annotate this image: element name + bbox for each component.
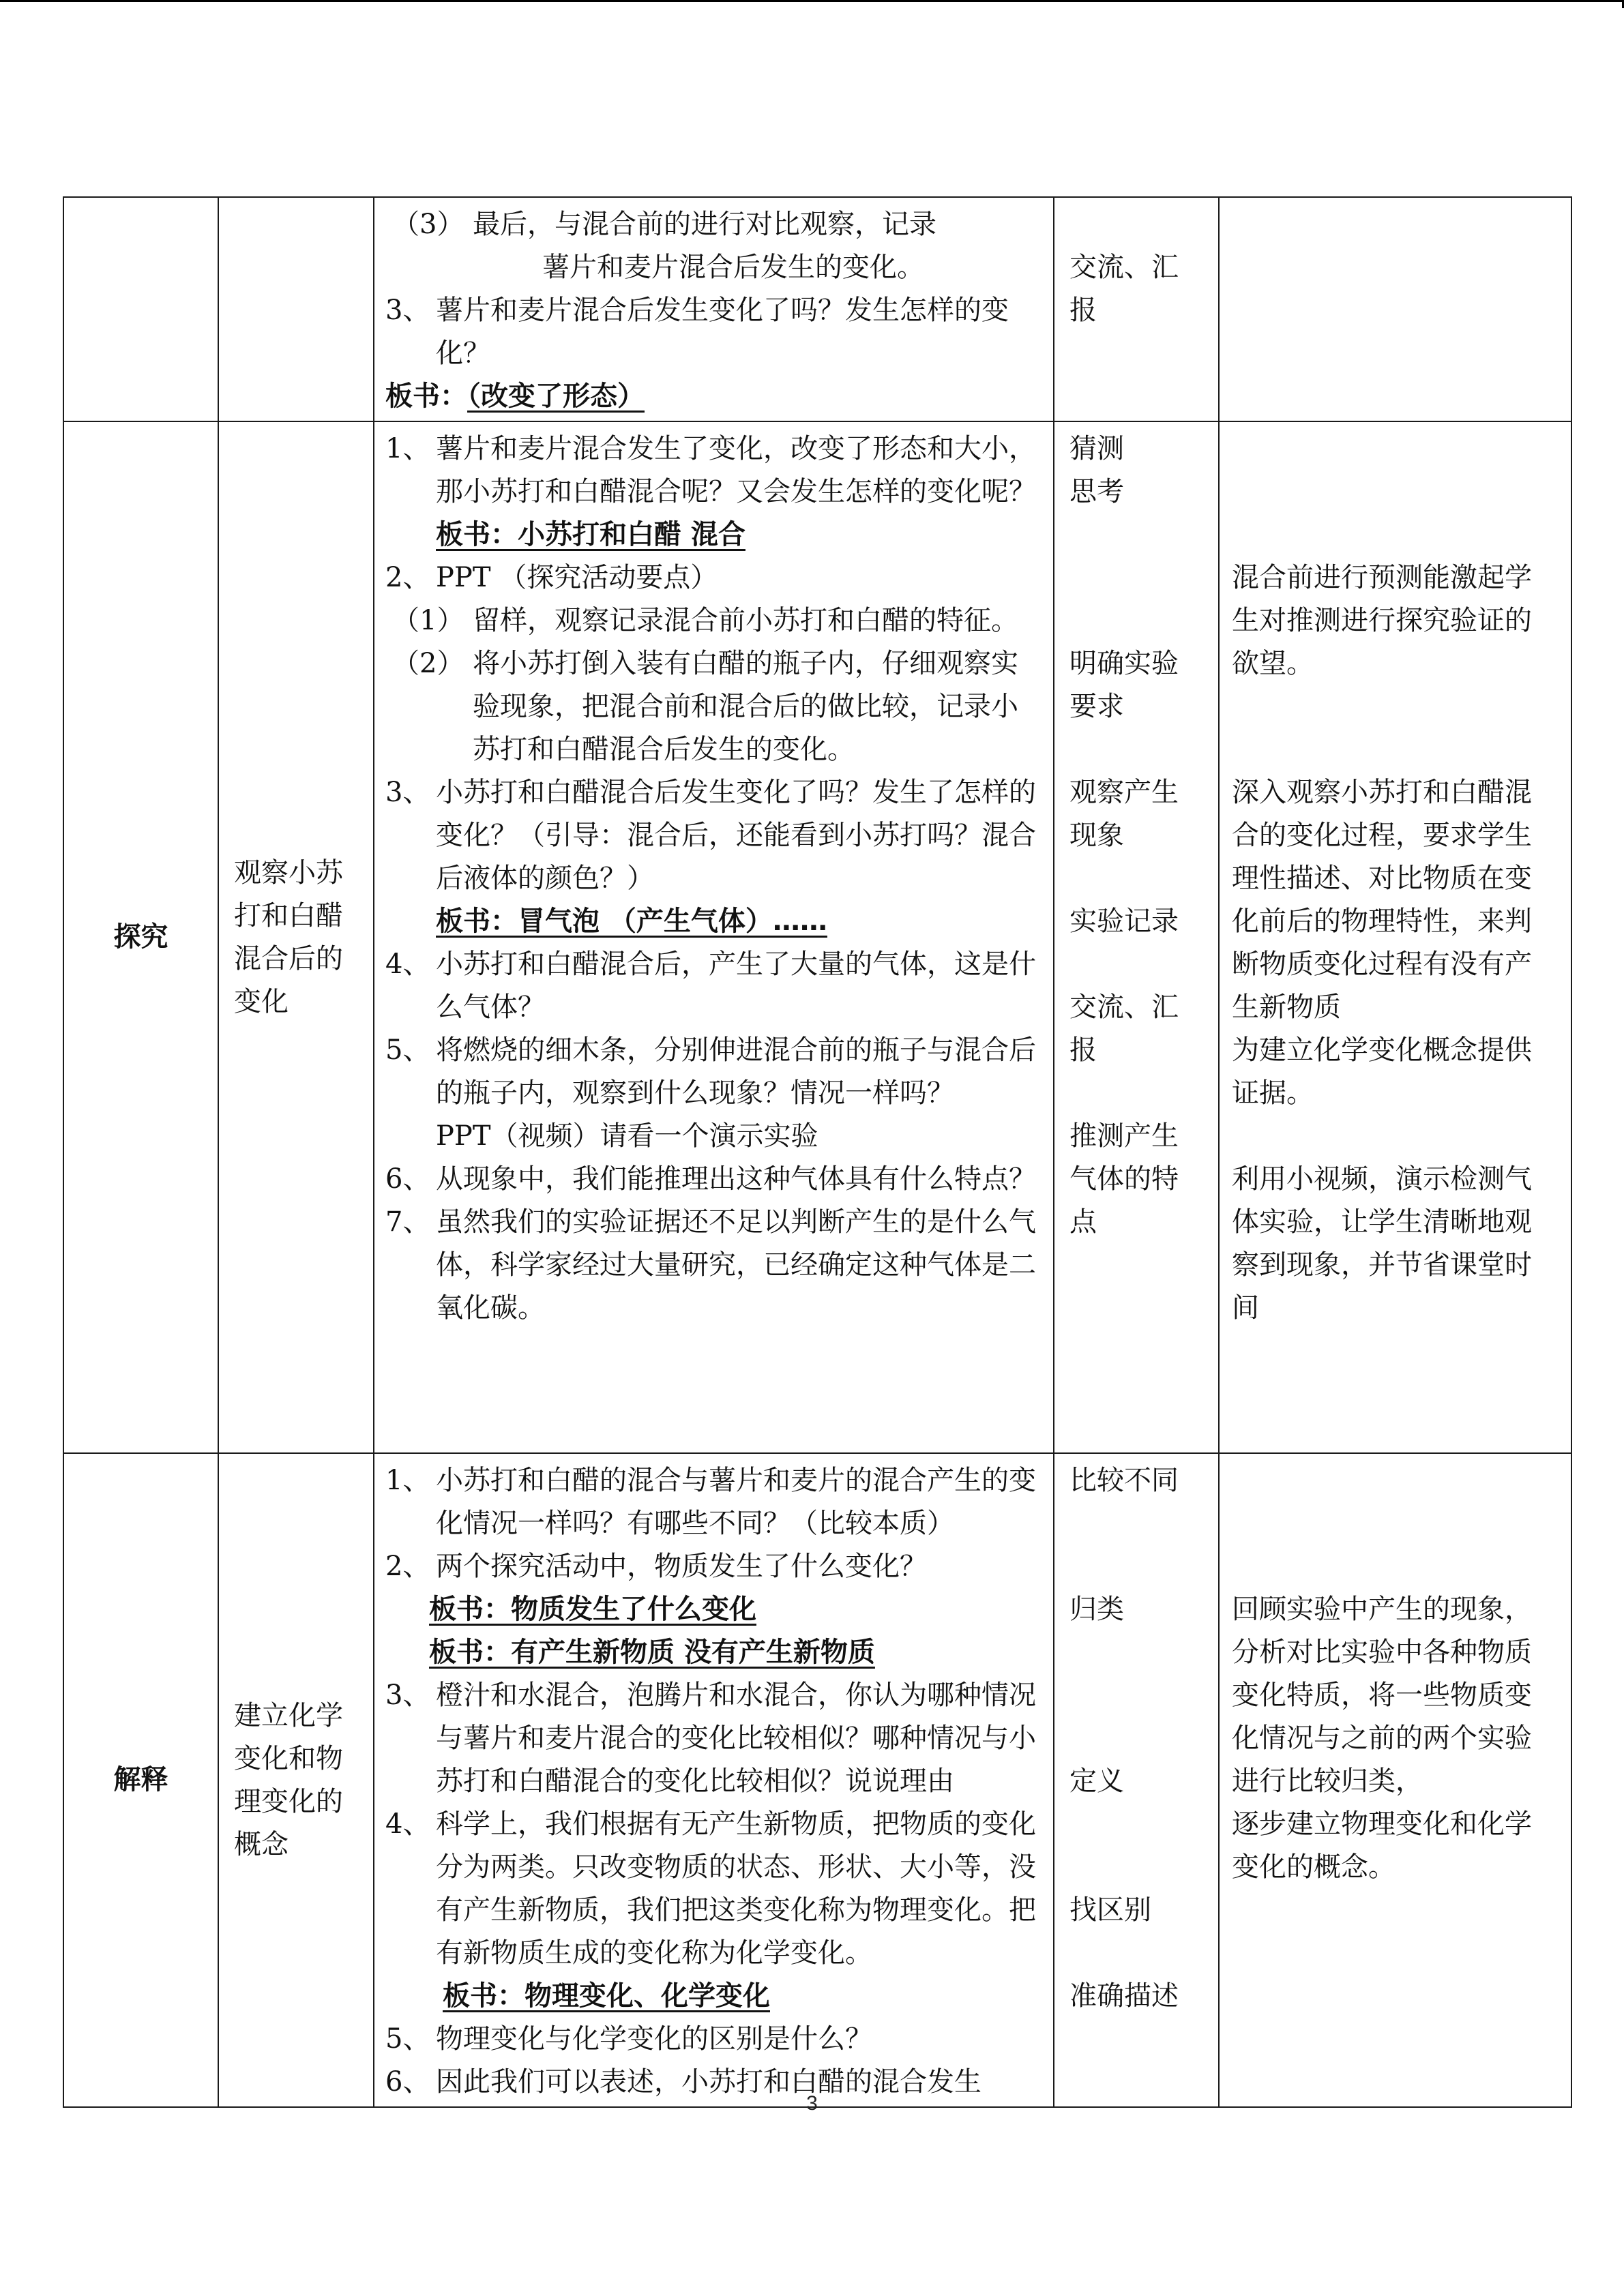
student-line (1069, 857, 1211, 900)
list-item-number: 2、 (385, 562, 430, 593)
student-line: 气体的特 (1069, 1163, 1179, 1195)
list-item-text: 薯片和麦片混合后发生变化了吗？发生怎样的变化？ (436, 295, 1009, 369)
list-item (385, 2018, 1044, 2061)
blackboard-note (385, 1588, 1044, 1631)
sub-item (385, 599, 1044, 642)
list-item (385, 943, 1044, 1029)
intent-line (1232, 1545, 1563, 1588)
table-row (63, 1453, 1571, 2107)
blackboard-text: 板书：物理变化、化学变化 (443, 1980, 770, 2012)
blackboard-text: 板书：小苏打和白醋 混合 (436, 519, 745, 550)
intent-line: 生新物质 (1232, 992, 1341, 1023)
stage-cell: 解释 (63, 1453, 218, 2107)
stage-cell: 探究 (63, 421, 218, 1453)
table-row (63, 197, 1571, 421)
table-row (63, 421, 1571, 1453)
topic-cell (218, 421, 374, 1453)
student-line: 实验记录 (1069, 906, 1179, 937)
intent-line: 间 (1232, 1292, 1259, 1324)
student-line (1069, 556, 1211, 599)
intent-line: 利用小视频，演示检测气 (1232, 1163, 1532, 1195)
student-line (1069, 1545, 1211, 1588)
intent-line: 欲望。 (1232, 648, 1314, 679)
intent-line: 深入观察小苏打和白醋混 (1232, 777, 1532, 808)
topic-line: 建立化学 (234, 1699, 343, 1731)
list-item-text: 薯片和麦片混合发生了变化，改变了形态和大小，那小苏打和白醋混合呢？又会发生怎样的变化呢？ (436, 433, 1036, 507)
blackboard-note (385, 900, 1044, 943)
intent-line: 生对推测进行探究验证的 (1232, 605, 1532, 636)
sub-item (385, 642, 1044, 771)
list-item-number: 3、 (385, 295, 430, 326)
student-line: 报 (1069, 1034, 1097, 1066)
lesson-plan-table (63, 196, 1572, 2108)
student-line: 报 (1069, 295, 1097, 326)
student-line: 找区别 (1069, 1894, 1151, 1926)
intent-line (1232, 1115, 1563, 1158)
list-item (385, 1674, 1044, 1803)
teacher-activity-cell (374, 421, 1054, 1453)
list-item (385, 1803, 1044, 1975)
intent-line (1232, 428, 1563, 471)
student-line (1069, 599, 1211, 642)
intent-line: 证据。 (1232, 1077, 1314, 1109)
list-item-number: 7、 (385, 1206, 430, 1238)
blackboard-text: 板书：物质发生了什么变化 (429, 1594, 756, 1625)
student-activity-cell (1054, 1453, 1219, 2107)
list-item-text: 小苏打和白醋的混合与薯片和麦片的混合产生的变化情况一样吗？有哪些不同？（比较本质） (436, 1465, 1036, 1539)
list-item-text: 科学上，我们根据有无产生新物质，把物质的变化分为两类。只改变物质的状态、形状、大小等，没有产生新物质，我们把这类变化称为物理变化。把有新物质生成的变化称为化学变化。 (436, 1808, 1036, 1969)
list-item (385, 1158, 1044, 1201)
student-line: 思考 (1069, 476, 1124, 507)
sub-item-text: 留样，观察记录混合前小苏打和白醋的特征。 (473, 605, 1018, 636)
intent-line: 混合前进行预测能激起学 (1232, 562, 1532, 593)
student-line: 准确描述 (1069, 1980, 1179, 2012)
list-item-number: 6、 (385, 2066, 430, 2098)
sub-item-text: 将小苏打倒入装有白醋的瓶子内，仔细观察实验现象，把混合前和混合后的做比较，记录小苏打和白醋混合后发生的变化。 (473, 648, 1018, 765)
list-item-number: 4、 (385, 1808, 430, 1840)
topic-line: 观察小苏 (234, 856, 343, 889)
list-item-number: 1、 (385, 433, 430, 464)
student-activity-cell (1054, 197, 1219, 421)
student-line (1069, 1631, 1211, 1674)
student-line (1069, 1717, 1211, 1760)
intent-line (1232, 1502, 1563, 1545)
intent-line: 分析对比实验中各种物质 (1232, 1637, 1532, 1668)
student-line: 交流、汇 (1069, 992, 1179, 1023)
sub-item-text: 最后，与混合前的进行对比观察，记录 (473, 209, 936, 240)
stage-cell (63, 197, 218, 421)
sub-item-continuation: 薯片和麦片混合后发生的变化。 (542, 252, 924, 283)
topic-line: 概念 (234, 1828, 289, 1860)
blackboard-note (385, 375, 1044, 418)
intent-line: 变化的概念。 (1232, 1851, 1396, 1883)
blackboard-note (385, 513, 1044, 556)
intent-line: 变化特质，将一些物质变 (1232, 1680, 1532, 1711)
topic-line: 变化 (234, 985, 289, 1017)
intent-line: 理性描述、对比物质在变 (1232, 863, 1532, 894)
intent-line: 为建立化学变化概念提供 (1232, 1034, 1532, 1066)
student-line (1069, 1072, 1211, 1115)
student-line: 推测产生 (1069, 1120, 1179, 1152)
intent-line: 合的变化过程，要求学生 (1232, 820, 1532, 851)
design-intent-cell (1219, 1453, 1571, 2107)
topic-cell (218, 1453, 374, 2107)
blackboard-label: 板书： (385, 381, 467, 412)
topic-line: 混合后的 (234, 942, 343, 974)
intent-line: 断物质变化过程有没有产 (1232, 949, 1532, 980)
student-line: 归类 (1069, 1594, 1124, 1625)
list-item-number: 5、 (385, 1034, 430, 1066)
list-item (385, 1545, 1044, 1588)
student-line: 交流、汇 (1069, 252, 1179, 283)
sub-item-number: （1） (392, 605, 464, 636)
blackboard-note (385, 1975, 1044, 2018)
student-line (1069, 943, 1211, 986)
list-item-number: 1、 (385, 1465, 430, 1496)
intent-line: 体实验，让学生清晰地观 (1232, 1206, 1532, 1238)
list-item-text: 从现象中，我们能推理出这种气体具有什么特点？ (436, 1163, 1036, 1195)
intent-line (1232, 513, 1563, 556)
student-line: 观察产生 (1069, 777, 1179, 808)
student-line (1069, 1502, 1211, 1545)
list-item-number: 6、 (385, 1163, 430, 1195)
list-item-text: 橙汁和水混合，泡腾片和水混合，你认为哪种情况与薯片和麦片混合的变化比较相似？哪种情况与小苏打和白醋混合的变化比较相似？说说理由 (436, 1680, 1036, 1797)
student-line (1069, 1803, 1211, 1846)
sub-item (385, 203, 1044, 246)
intent-line: 回顾实验中产生的现象， (1232, 1594, 1532, 1625)
list-item-text: 小苏打和白醋混合后，产生了大量的气体，这是什么气体？ (436, 949, 1036, 1023)
student-activity-cell (1054, 421, 1219, 1453)
student-line: 点 (1069, 1206, 1097, 1238)
intent-line: 化前后的物理特性，来判 (1232, 906, 1532, 937)
blackboard-text: 板书：有产生新物质 没有产生新物质 (429, 1637, 875, 1668)
list-item (385, 428, 1044, 513)
list-item (385, 1459, 1044, 1545)
plain-line: PPT（视频）请看一个演示实验 (436, 1120, 818, 1152)
blackboard-note (385, 1631, 1044, 1674)
topic-line: 理变化的 (234, 1785, 343, 1817)
student-line (1069, 1846, 1211, 1889)
blackboard-text: 板书：冒气泡 （产生气体）…… (436, 906, 827, 937)
teacher-activity-cell (374, 197, 1054, 421)
list-item-text: 两个探究活动中，物质发生了什么变化？ (436, 1551, 927, 1582)
intent-line (1232, 471, 1563, 513)
list-item-text: 物理变化与化学变化的区别是什么？ (436, 2023, 872, 2055)
list-item (385, 1029, 1044, 1115)
sub-item-number: （3） (392, 209, 464, 240)
list-item-text: PPT （探究活动要点） (436, 562, 718, 593)
intent-line (1232, 1459, 1563, 1502)
page-number: 3 (806, 2092, 818, 2115)
intent-line (1232, 728, 1563, 771)
intent-line: 化情况与之前的两个实验 (1232, 1723, 1532, 1754)
student-line: 猜测 (1069, 433, 1124, 464)
student-line (1069, 728, 1211, 771)
student-line: 要求 (1069, 691, 1124, 722)
student-line (1069, 1932, 1211, 1975)
list-item-text: 虽然我们的实验证据还不足以判断产生的是什么气体，科学家经过大量研究，已经确定这种气体是二氧化碳。 (436, 1206, 1036, 1324)
design-intent-cell (1219, 421, 1571, 1453)
list-item-text: 将燃烧的细木条，分别伸进混合前的瓶子与混合后的瓶子内，观察到什么现象？情况一样吗？ (436, 1034, 1036, 1109)
student-line: 比较不同 (1069, 1465, 1179, 1496)
teacher-activity-cell (374, 1453, 1054, 2107)
sub-item-number: （2） (392, 648, 464, 679)
top-border-line (0, 0, 1624, 2)
intent-line: 察到现象，并节省课堂时 (1232, 1249, 1532, 1281)
list-item-number: 3、 (385, 777, 430, 808)
design-intent-cell (1219, 197, 1571, 421)
student-line (1069, 1674, 1211, 1717)
list-item (385, 771, 1044, 900)
topic-cell (218, 197, 374, 421)
intent-line: 进行比较归类， (1232, 1765, 1423, 1797)
student-line (1069, 203, 1211, 246)
intent-line: 逐步建立物理变化和化学 (1232, 1808, 1532, 1840)
topic-line: 打和白醋 (234, 899, 343, 931)
list-item (385, 1201, 1044, 1330)
list-item (385, 289, 1044, 375)
student-line: 现象 (1069, 820, 1124, 851)
student-line: 定义 (1069, 1765, 1124, 1797)
blackboard-text: （改变了形态） (467, 381, 645, 412)
student-line: 明确实验 (1069, 648, 1179, 679)
topic-line: 变化和物 (234, 1742, 343, 1774)
list-item (385, 556, 1044, 599)
list-item-number: 2、 (385, 1551, 430, 1582)
list-item-number: 4、 (385, 949, 430, 980)
list-item-text: 因此我们可以表述，小苏打和白醋的混合发生 (436, 2066, 981, 2098)
list-item-number: 3、 (385, 1680, 430, 1711)
list-item-text: 小苏打和白醋混合后发生变化了吗？发生了怎样的变化？（引导：混合后，还能看到小苏打吗？混合后液体的颜色？） (436, 777, 1036, 894)
student-line (1069, 513, 1211, 556)
list-item-number: 5、 (385, 2023, 430, 2055)
intent-line (1232, 685, 1563, 728)
